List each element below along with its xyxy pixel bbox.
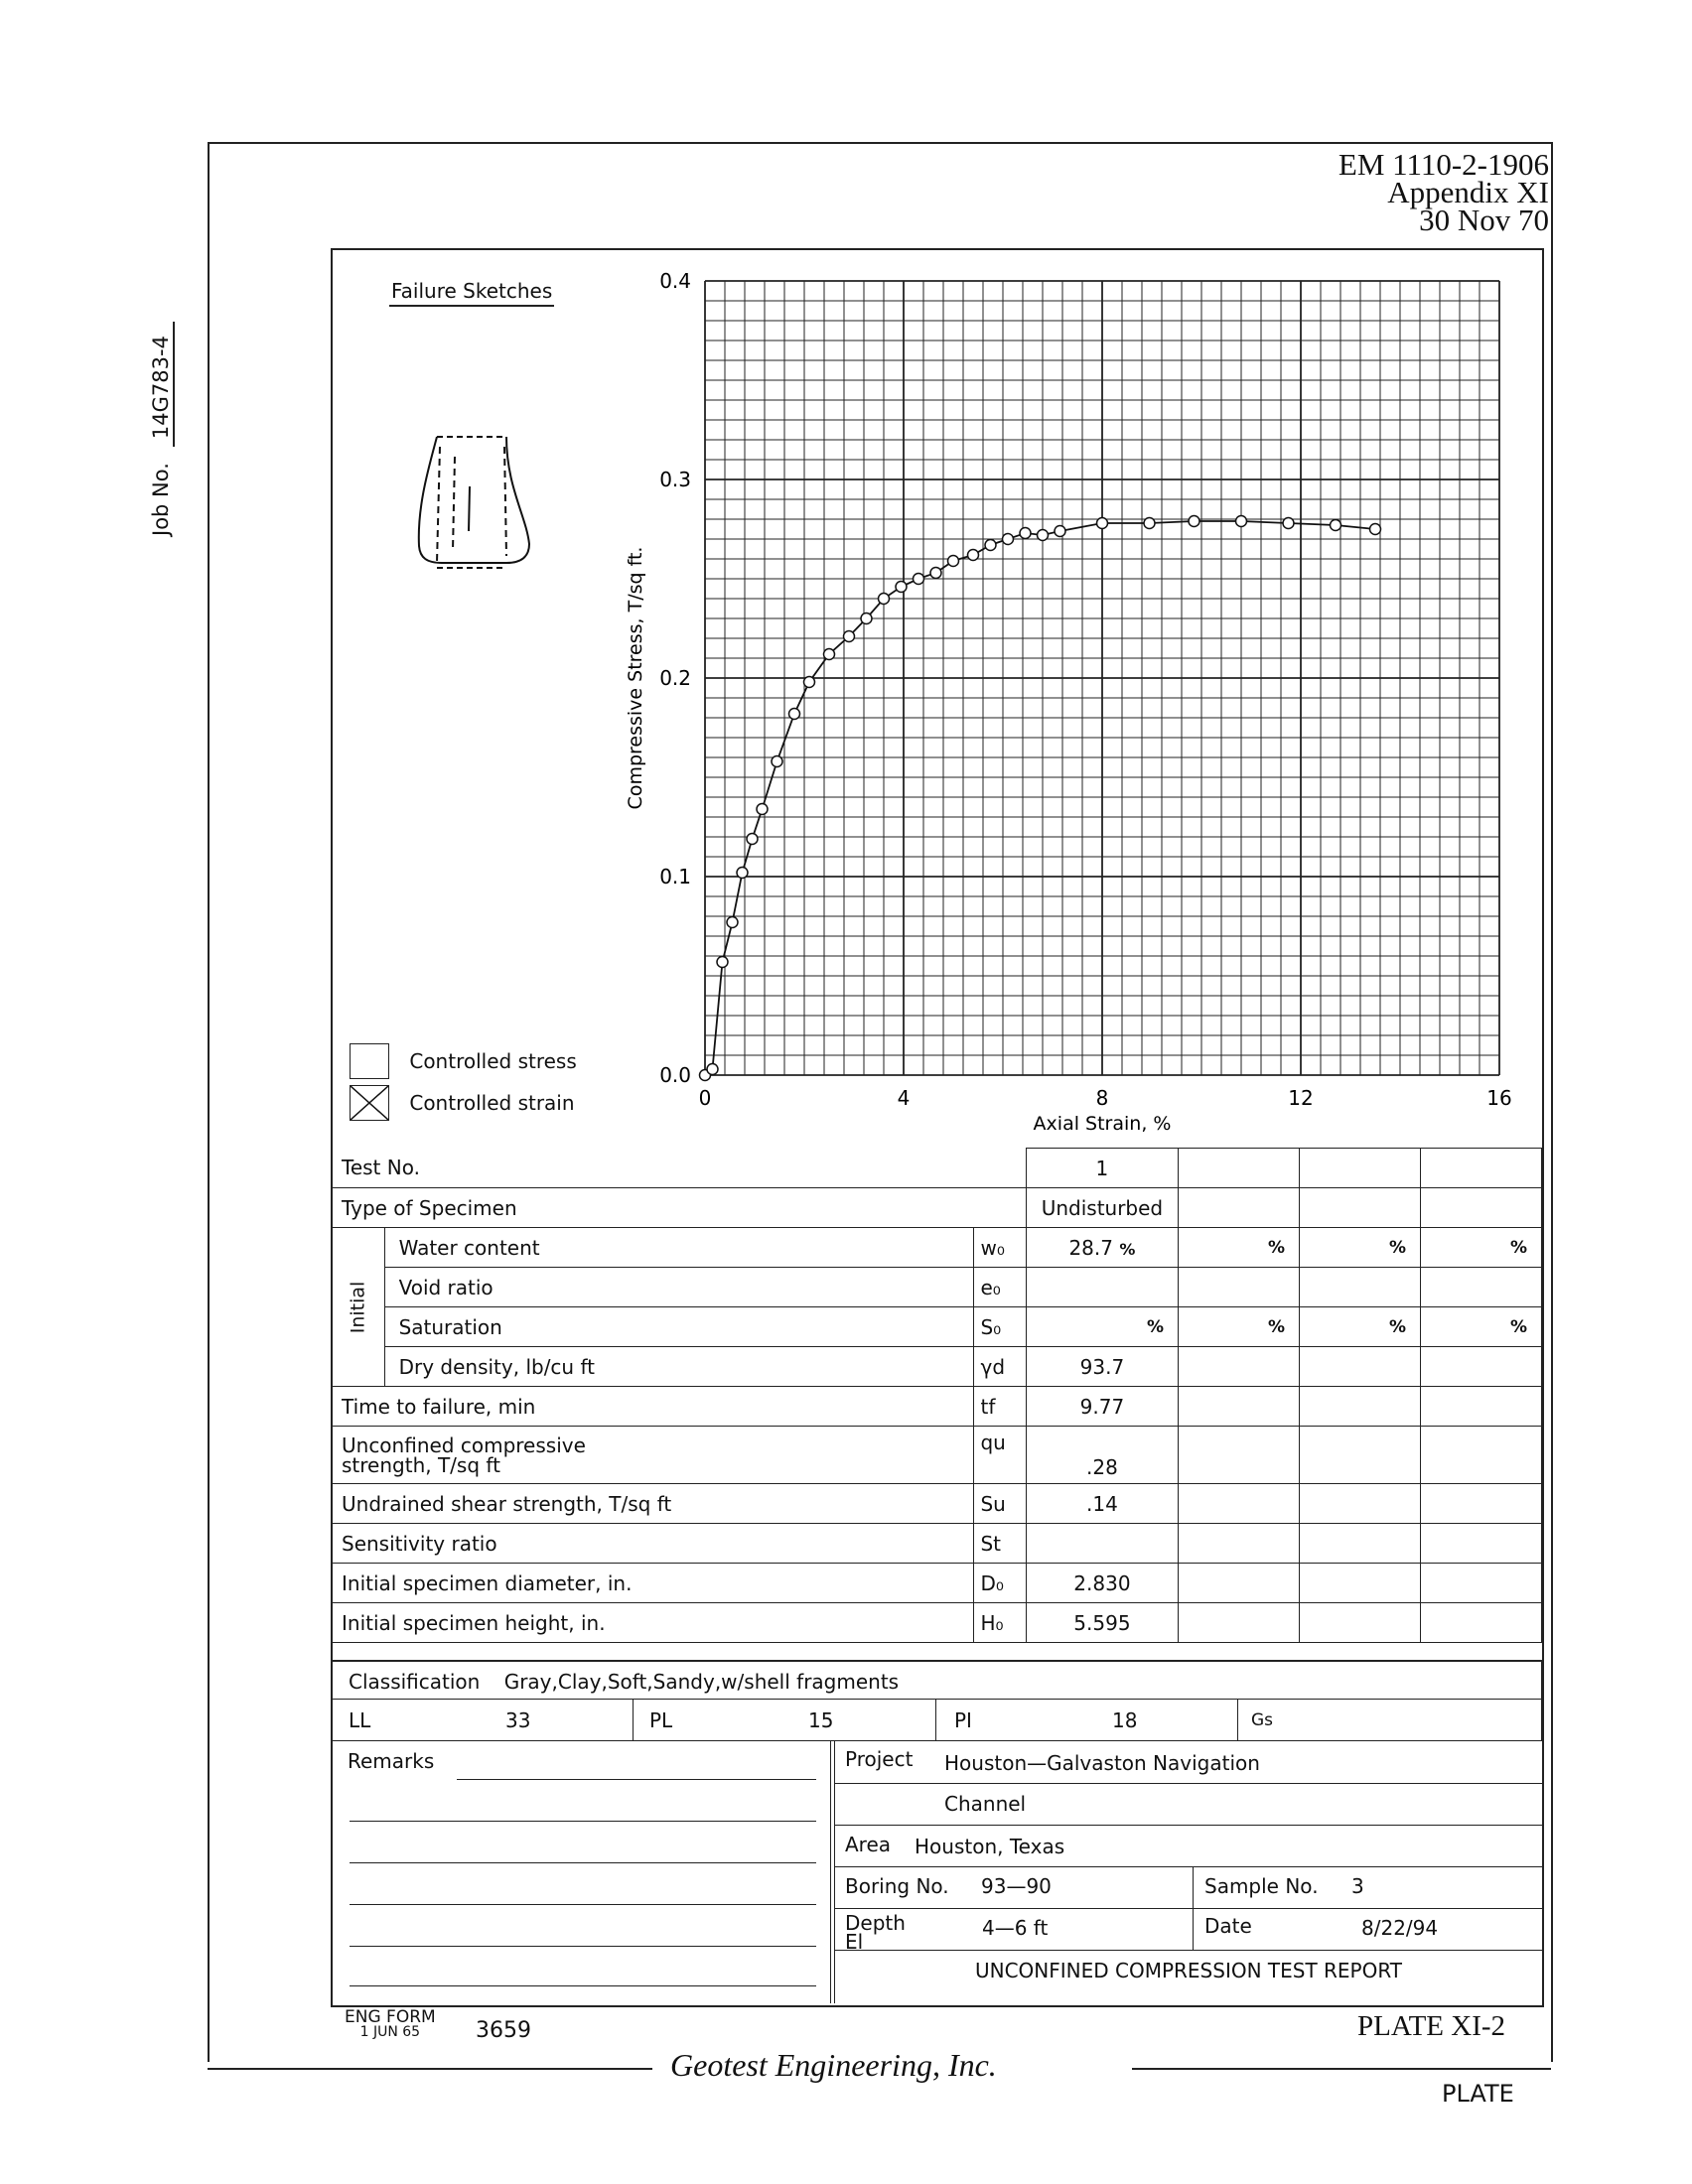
sensitivity-value-1 [1026,1524,1178,1564]
data-point [737,868,748,879]
ll-value: 33 [505,1708,531,1732]
time-to-failure-value-1: 9.77 [1026,1387,1178,1427]
water-content-label: Water content [384,1228,974,1268]
saturation-symbol: S₀ [974,1307,1026,1347]
data-point [968,550,979,561]
ucs-value-3 [1300,1427,1421,1484]
remarks-line-1 [457,1779,816,1780]
x-tick-label: 0 [698,1086,712,1110]
water-content-unit-4: % [1421,1228,1542,1268]
dry-density-value-2 [1179,1347,1300,1387]
sensitivity-symbol: St [974,1524,1026,1564]
company-name: Geotest Engineering, Inc. [670,2047,997,2083]
remarks-label: Remarks [348,1749,435,1773]
appendix-label: Appendix XI [1387,175,1549,209]
stress-strain-curve [705,521,1375,1075]
date-value: 8/22/94 [1361,1916,1439,1940]
undrained-value-3 [1300,1484,1421,1524]
depth-label-group [845,1911,906,1954]
diameter-value-4 [1421,1564,1542,1603]
boring-value: 93—90 [981,1874,1052,1898]
initial-group-label: Initial [332,1228,385,1387]
remarks-line-5 [350,1946,816,1947]
job-number [149,322,175,536]
footer-rule-left [208,2068,652,2070]
plate-number: PLATE XI-2 [1357,2010,1506,2042]
limits-divider-2 [935,1700,936,1741]
diameter-value-1: 2.830 [1026,1564,1178,1603]
limits-divider-3 [1237,1700,1238,1741]
data-point [1003,534,1014,545]
x-tick-label: 12 [1288,1086,1314,1110]
diameter-value-3 [1300,1564,1421,1603]
undrained-value-4 [1421,1484,1542,1524]
remarks-line-2 [350,1821,816,1822]
dry-density-value-1: 93.7 [1026,1347,1178,1387]
test-no-value-2 [1179,1149,1300,1188]
table-row-height [332,1603,1542,1643]
water-content-value-1: 28.7 % [1026,1228,1178,1268]
data-point [948,556,959,567]
undrained-value-1: .14 [1026,1484,1178,1524]
gs-label: Gs [1251,1710,1274,1730]
check-x-icon [351,1086,388,1120]
void-ratio-value-1 [1026,1268,1178,1307]
height-symbol: H₀ [974,1603,1026,1643]
em-number: EM 1110-2-1906 [1338,147,1549,182]
ucs-value-1: .28 [1026,1427,1178,1484]
sensitivity-value-4 [1421,1524,1542,1564]
project-line-2 [835,1825,1542,1826]
data-point [717,957,728,968]
x-tick-label: 8 [1095,1086,1109,1110]
classification-value: Gray,Clay,Soft,Sandy,w/shell fragments [503,1670,900,1694]
project-value-line2: Channel [944,1792,1027,1816]
height-label: Initial specimen height, in. [332,1603,974,1643]
type-value-1: Undisturbed [1026,1188,1178,1228]
job-number-label: Job No. [149,463,173,536]
legend-controlled-strain [350,1085,575,1121]
table-row-void-ratio [332,1268,1542,1307]
date-label: Date [1204,1914,1252,1938]
height-value-2 [1179,1603,1300,1643]
y-tick-label: 0.0 [659,1063,691,1087]
controlled-stress-label: Controlled stress [409,1049,577,1073]
project-value-line1: Houston—Galvaston Navigation [944,1751,1260,1775]
height-value-4 [1421,1603,1542,1643]
table-row-sensitivity [332,1524,1542,1564]
classification-row [331,1660,1542,1700]
sensitivity-value-3 [1300,1524,1421,1564]
limits-divider-1 [633,1700,634,1741]
time-to-failure-value-2 [1179,1387,1300,1427]
data-point [985,540,996,551]
saturation-unit-4: % [1421,1307,1542,1347]
table-row-water-content [332,1228,1542,1268]
table-row-diameter [332,1564,1542,1603]
water-content-unit-3: % [1300,1228,1421,1268]
boring-label: Boring No. [845,1874,949,1898]
ucs-symbol: qu [974,1427,1026,1484]
stress-strain-chart [596,253,1519,1147]
diameter-value-2 [1179,1564,1300,1603]
data-point [1370,524,1381,535]
data-point [804,677,815,688]
void-ratio-value-3 [1300,1268,1421,1307]
test-no-label: Test No. [332,1149,1027,1188]
ll-label: LL [349,1708,371,1732]
job-number-value: 14G783-4 [149,322,175,447]
pl-value: 15 [808,1708,834,1732]
data-point [1236,516,1247,527]
table-row-time-to-failure [332,1387,1542,1427]
data-point [772,756,782,767]
plate-label-bottom: PLATE [1442,2080,1514,2108]
legend-controlled-stress [350,1043,577,1079]
table-row-type [332,1188,1542,1228]
boring-line [835,1908,1542,1909]
data-point [1097,518,1108,529]
classification-label: Classification [349,1670,481,1694]
ucs-value-4 [1421,1427,1542,1484]
saturation-unit-2: % [1179,1307,1300,1347]
time-to-failure-value-3 [1300,1387,1421,1427]
area-value: Houston, Texas [915,1835,1065,1858]
test-no-value-4 [1421,1149,1542,1188]
dry-density-label: Dry density, lb/cu ft [384,1347,974,1387]
saturation-unit-1: % [1026,1307,1178,1347]
header-date: 30 Nov 70 [1419,203,1549,237]
data-point [1331,520,1341,531]
undrained-label: Undrained shear strength, T/sq ft [332,1484,974,1524]
type-value-2 [1179,1188,1300,1228]
report-title: UNCONFINED COMPRESSION TEST REPORT [974,1959,1403,1982]
type-value-4 [1421,1188,1542,1228]
diameter-symbol: D₀ [974,1564,1026,1603]
x-axis-label: Axial Strain, % [1033,1113,1172,1135]
table-row-ucs [332,1427,1542,1484]
data-point [844,631,855,642]
test-data-table [331,1148,1542,1643]
undrained-symbol: Su [974,1484,1026,1524]
data-point [879,594,890,605]
saturation-unit-3: % [1300,1307,1421,1347]
test-no-value-3 [1300,1149,1421,1188]
table-row-test-no [332,1149,1542,1188]
eng-form-label: ENG FORM 1 JUN 65 [345,2007,436,2040]
dry-density-symbol: γd [974,1347,1026,1387]
remarks-line-4 [350,1904,816,1905]
elevation-label: El [845,1930,864,1954]
y-tick-label: 0.1 [659,865,691,888]
controlled-stress-checkbox[interactable] [350,1043,389,1079]
depth-label: Depth [845,1911,906,1935]
table-row-saturation [332,1307,1542,1347]
data-point [1283,518,1294,529]
depth-line [835,1950,1542,1951]
time-to-failure-symbol: tf [974,1387,1026,1427]
test-no-value-1: 1 [1026,1149,1178,1188]
remarks-line-3 [350,1862,816,1863]
data-point [789,709,800,720]
data-point [727,917,738,928]
eng-form-number: 3659 [476,2018,531,2043]
data-point [1038,530,1049,541]
water-content-unit-2: % [1179,1228,1300,1268]
remarks-line-6 [350,1985,816,1986]
footer-rule-right [1132,2068,1551,2070]
pl-label: PL [649,1708,673,1732]
type-value-3 [1300,1188,1421,1228]
void-ratio-value-4 [1421,1268,1542,1307]
data-point [930,568,941,579]
data-point [914,574,924,585]
height-value-3 [1300,1603,1421,1643]
sample-value: 3 [1351,1874,1364,1898]
y-tick-label: 0.4 [659,269,691,293]
void-ratio-value-2 [1179,1268,1300,1307]
data-point [1144,518,1155,529]
diameter-label: Initial specimen diameter, in. [332,1564,974,1603]
data-point [707,1064,718,1075]
sensitivity-label: Sensitivity ratio [332,1524,974,1564]
sample-label: Sample No. [1204,1874,1319,1898]
data-point [747,834,758,845]
table-row-dry-density [332,1347,1542,1387]
limits-row [331,1700,1542,1741]
x-tick-label: 16 [1486,1086,1512,1110]
pi-label: PI [954,1708,972,1732]
water-content-symbol: w₀ [974,1228,1026,1268]
data-point [1189,516,1199,527]
pi-value: 18 [1112,1708,1138,1732]
area-label: Area [845,1833,892,1856]
data-point [896,582,907,593]
x-tick-label: 4 [897,1086,911,1110]
data-point [1020,528,1031,539]
ucs-value-2 [1179,1427,1300,1484]
failure-sketch-drawing [407,427,536,581]
controlled-strain-checkbox[interactable] [350,1085,389,1121]
data-point [1055,526,1065,537]
data-point [861,614,872,624]
project-label: Project [845,1747,914,1771]
undrained-value-2 [1179,1484,1300,1524]
ucs-label: Unconfined compressive strength, T/sq ft [332,1427,974,1484]
data-point [757,804,768,815]
saturation-label: Saturation [384,1307,974,1347]
void-ratio-label: Void ratio [384,1268,974,1307]
depth-value: 4—6 ft [982,1916,1049,1940]
sensitivity-value-2 [1179,1524,1300,1564]
void-ratio-symbol: e₀ [974,1268,1026,1307]
y-axis-label: Compressive Stress, T/sq ft. [625,546,646,810]
controlled-strain-label: Controlled strain [409,1091,575,1115]
data-point [824,649,835,660]
y-tick-label: 0.3 [659,468,691,491]
type-label: Type of Specimen [332,1188,1027,1228]
area-line [835,1866,1542,1867]
document-header [1338,147,1549,237]
project-line-1 [835,1783,1542,1784]
height-value-1: 5.595 [1026,1603,1178,1643]
failure-sketches-title: Failure Sketches [389,279,554,307]
time-to-failure-label: Time to failure, min [332,1387,974,1427]
dry-density-value-3 [1300,1347,1421,1387]
dry-density-value-4 [1421,1347,1542,1387]
y-tick-label: 0.2 [659,666,691,690]
time-to-failure-value-4 [1421,1387,1542,1427]
project-block [835,1741,1542,2003]
table-row-undrained [332,1484,1542,1524]
